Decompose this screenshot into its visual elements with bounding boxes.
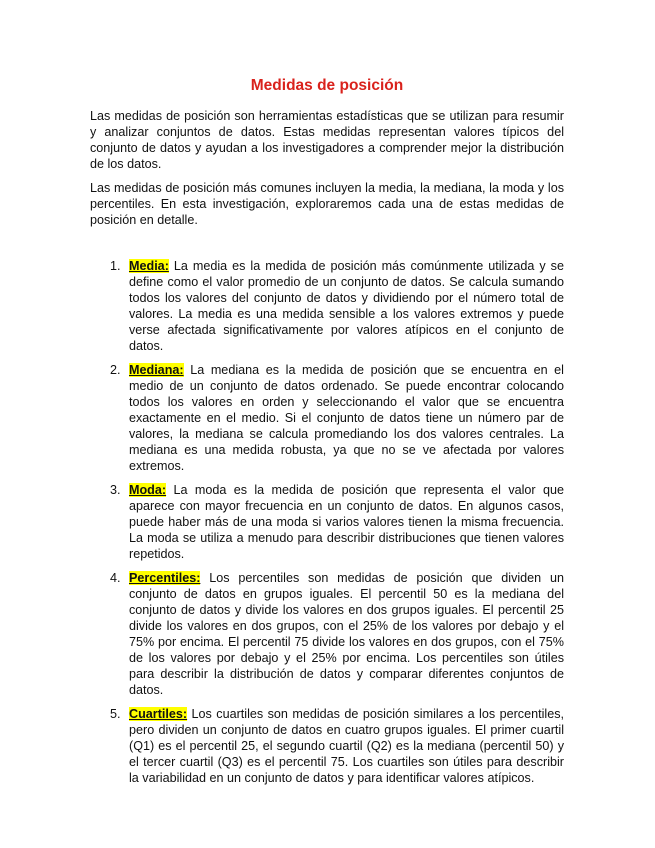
- list-number: 4.: [110, 571, 121, 585]
- item-text: La moda es la medida de posición que representa el valor que aparece con mayor frecuencia en un conjunto de datos. En algunos casos, puede haber más de una moda si varios valores tienen la misma frecuencia. La moda se utiliza a menudo para describir distribuciones que tienen valores repetidos.: [129, 483, 564, 561]
- list-item-cuartiles: [90, 706, 564, 786]
- page-title: Medidas de posición: [250, 77, 404, 94]
- list-number: 5.: [110, 707, 121, 721]
- term-highlight: Cuartiles:: [129, 707, 188, 721]
- list-item-mediana: [90, 362, 564, 474]
- list-number: 3.: [110, 483, 121, 497]
- list-item-media: [90, 258, 564, 354]
- intro-paragraph-1: Las medidas de posición son herramientas estadísticas que se utilizan para resumir y analizar conjuntos de datos. Estas medidas representan valores típicos del conjunto de datos y ayudan a los investigadores a comprender mejor la distribución de los datos.: [90, 109, 564, 171]
- list-number: 1.: [110, 259, 121, 273]
- list-number: 2.: [110, 363, 121, 377]
- list-item-moda: [90, 482, 564, 562]
- term-highlight: Moda:: [129, 483, 167, 497]
- intro-paragraph-2: Las medidas de posición más comunes incluyen la media, la mediana, la moda y los percentiles. En esta investigación, exploraremos cada una de estas medidas de posición en detalle.: [90, 181, 564, 227]
- item-text: Los percentiles son medidas de posición que dividen un conjunto de datos en grupos iguales. El percentil 50 es la mediana del conjunto de datos y divide los valores en dos grupos iguales. El percentil 25 divide los valores en dos grupos, con el 25% de los valores por debajo y el 75% por encima. El percentil 75 divide los valores en dos grupos, con el 75% de los valores por debajo y el 25% por encima. Los percentiles son útiles para describir la distribución de datos y comparar diferentes conjuntos de datos.: [129, 571, 564, 697]
- item-text: La mediana es la medida de posición que se encuentra en el medio de un conjunto de datos ordenado. Se puede encontrar colocando todos los valores en orden y seleccionando el valor que se encuentra exactamente en el medio. Si el conjunto de datos tiene un número par de valores, la mediana se calcula promediando los dos valores centrales. La mediana es una medida robusta, ya que no se ve afectada por valores extremos.: [129, 363, 564, 473]
- document-page: [90, 76, 564, 794]
- list-item-percentiles: [90, 570, 564, 698]
- item-text: Los cuartiles son medidas de posición similares a los percentiles, pero dividen un conjunto de datos en cuatro grupos iguales. El primer cuartil (Q1) es el percentil 25, el segundo cuartil (Q2) es la mediana (percentil 50) y el tercer cuartil (Q3) es el percentil 75. Los cuartiles son útiles para describir la variabilidad en un conjunto de datos y para identificar valores atípicos.: [129, 707, 564, 785]
- term-highlight: Media:: [129, 259, 169, 273]
- item-text: La media es la medida de posición más comúnmente utilizada y se define como el valor promedio de un conjunto de datos. Se calcula sumando todos los valores del conjunto de datos y dividiendo por el número total de valores. La media es una medida sensible a los valores extremos y puede verse afectada significativamente por valores atípicos en el conjunto de datos.: [129, 259, 564, 353]
- term-highlight: Mediana:: [129, 363, 184, 377]
- term-highlight: Percentiles:: [129, 571, 201, 585]
- measures-list: [90, 258, 564, 786]
